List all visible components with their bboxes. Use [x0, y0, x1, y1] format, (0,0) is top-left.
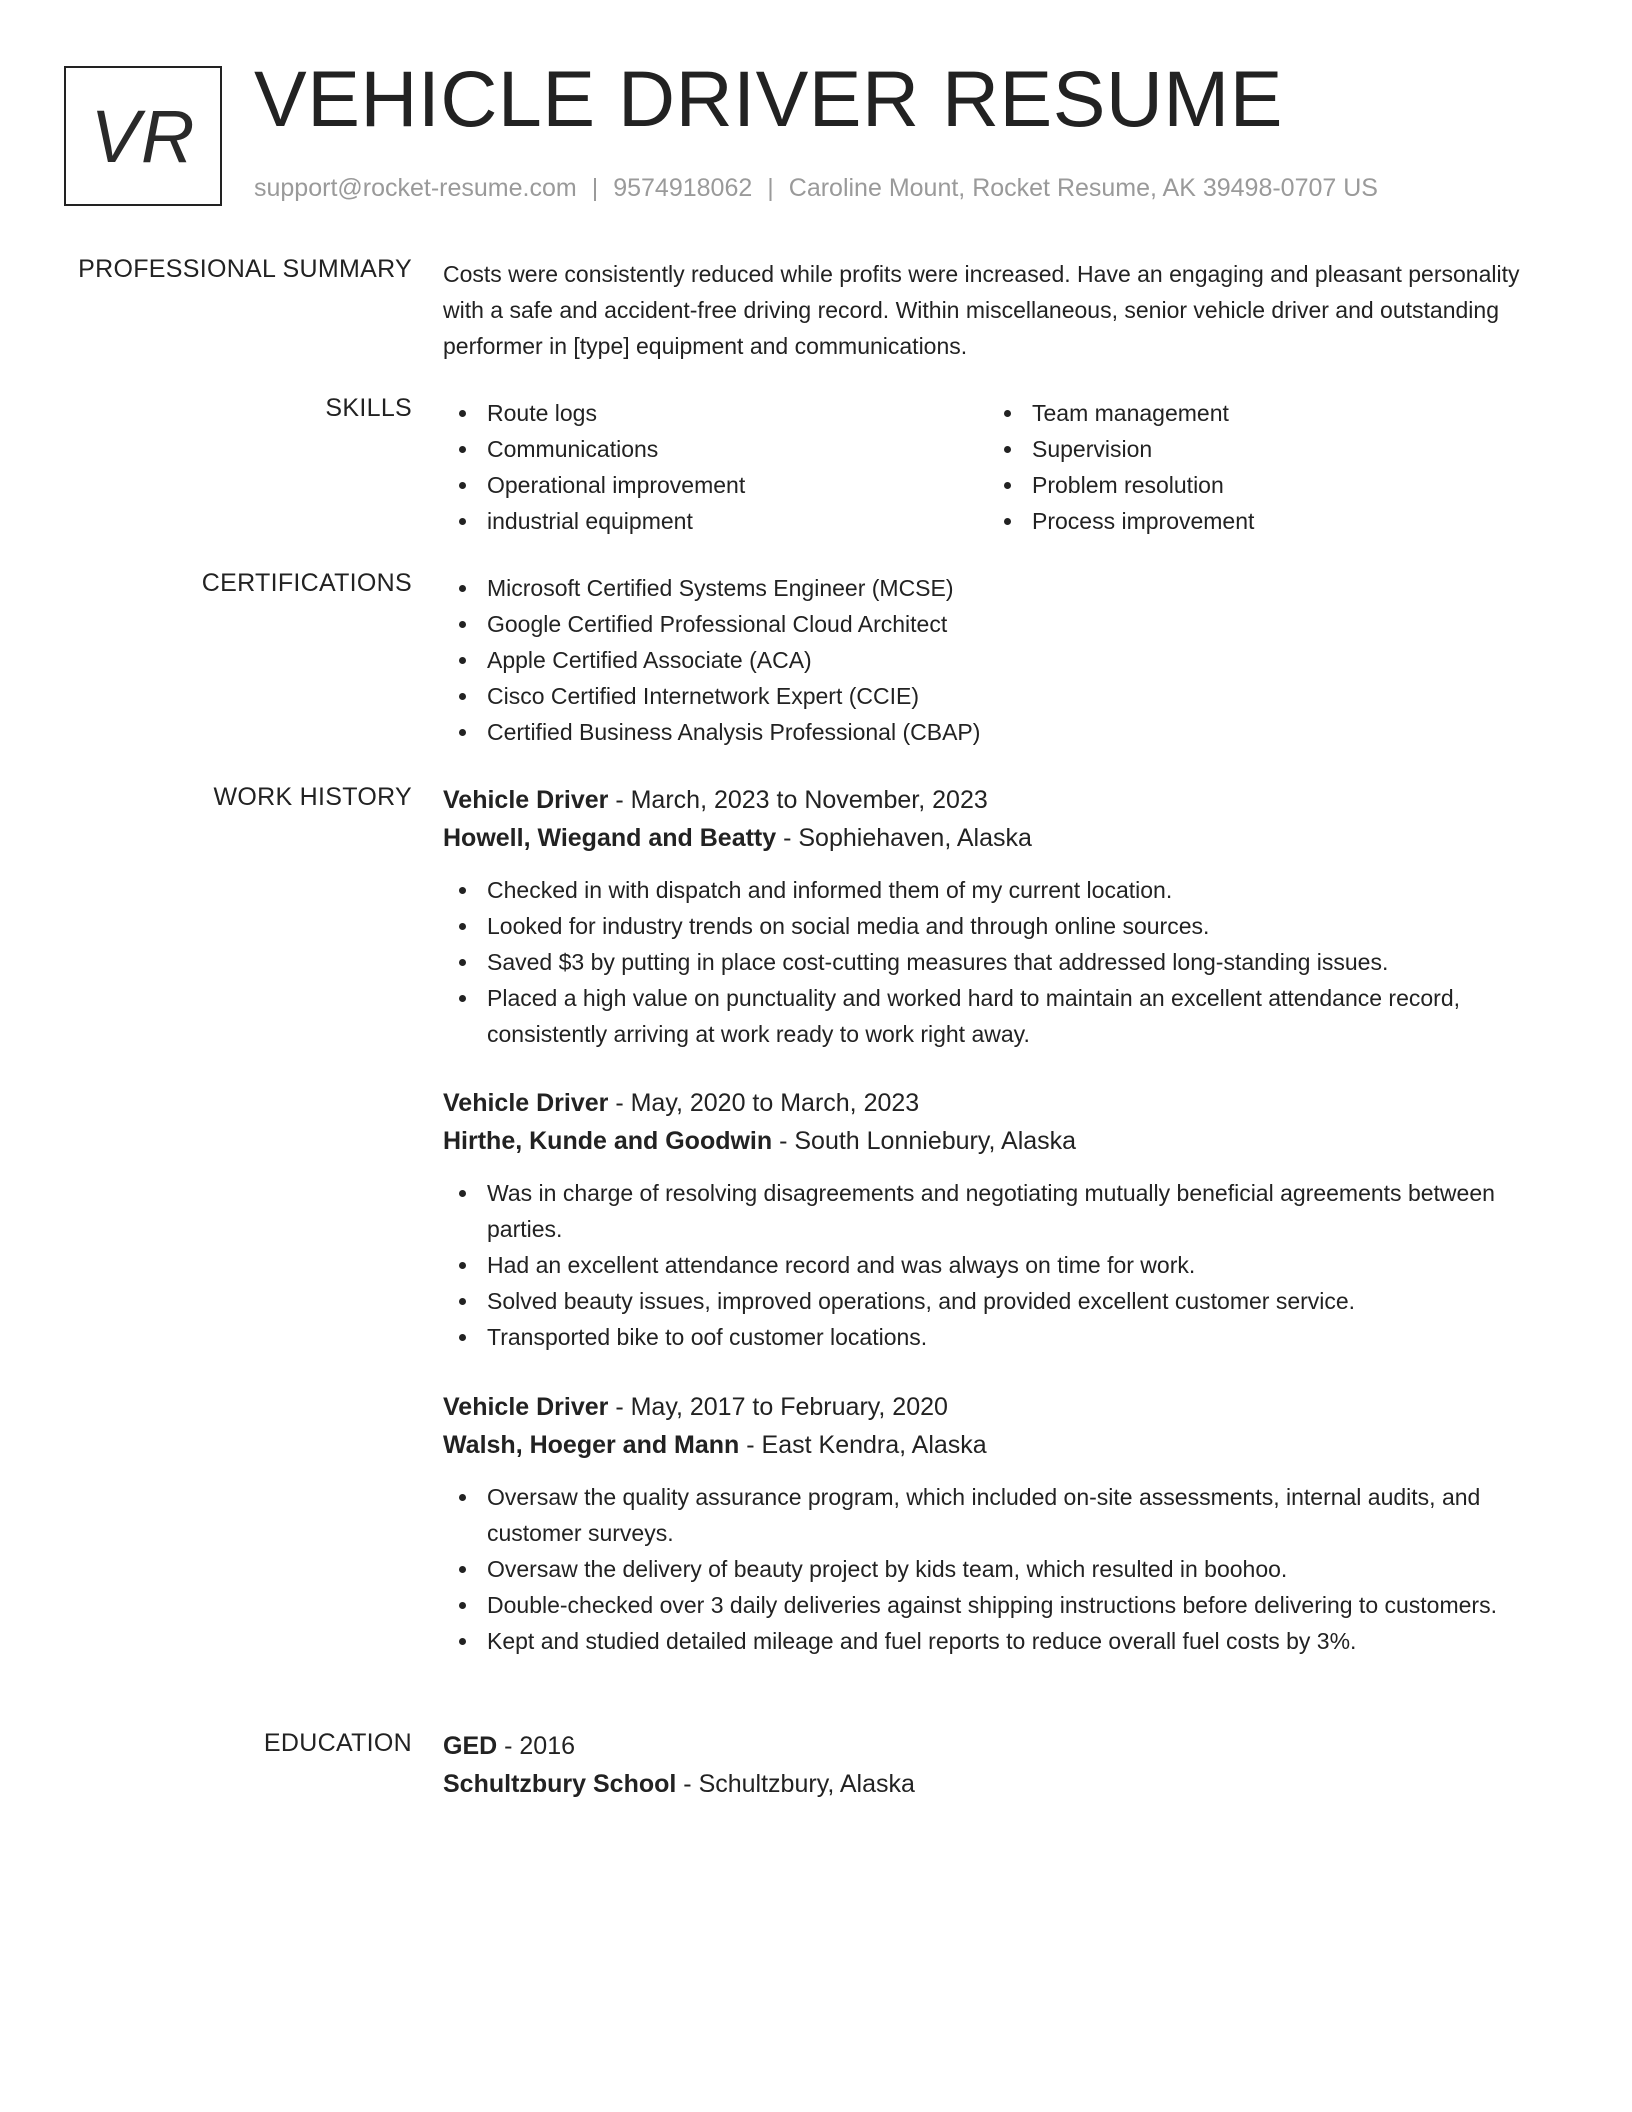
skills-column-right: [988, 395, 1533, 539]
summary-body: [443, 256, 1563, 364]
education-entry: [443, 1727, 1563, 1803]
certification-item: Microsoft Certified Systems Engineer (MCSE): [443, 570, 1563, 606]
skills-body: [443, 395, 1563, 539]
job-title: Vehicle Driver: [443, 1393, 609, 1421]
work-history-label: WORK HISTORY: [213, 783, 412, 811]
job-duty-item: Kept and studied detailed mileage and fuel reports to reduce overall fuel costs by 3%.: [443, 1623, 1563, 1659]
job-employer-line: [443, 1426, 1563, 1464]
skill-item: industrial equipment: [443, 503, 988, 539]
job-duty-item: Looked for industry trends on social media and through online sources.: [443, 908, 1563, 944]
job-duty-item: Oversaw the quality assurance program, which included on-site assessments, internal audits, and customer surveys.: [443, 1479, 1563, 1551]
skill-item: Problem resolution: [988, 467, 1533, 503]
contact-email: support@rocket-resume.com: [254, 174, 577, 202]
job-entry: [443, 1388, 1563, 1659]
job-duty-item: Was in charge of resolving disagreements and negotiating mutually beneficial agreements between parties.: [443, 1175, 1563, 1247]
job-employer-line: [443, 1122, 1563, 1160]
job-duty-item: Solved beauty issues, improved operations, and provided excellent customer service.: [443, 1283, 1563, 1319]
job-title: Vehicle Driver: [443, 786, 609, 814]
skill-item: Supervision: [988, 431, 1533, 467]
job-duties-list: [443, 872, 1563, 1052]
skill-item: Team management: [988, 395, 1533, 431]
job-employer: Walsh, Hoeger and Mann: [443, 1431, 740, 1459]
summary-label: PROFESSIONAL SUMMARY: [78, 255, 412, 283]
skills-column-left: [443, 395, 988, 539]
job-dates: - March, 2023 to November, 2023: [608, 786, 988, 814]
job-duty-item: Oversaw the delivery of beauty project by kids team, which resulted in boohoo.: [443, 1551, 1563, 1587]
job-employer-line: [443, 819, 1563, 857]
job-title: Vehicle Driver: [443, 1089, 609, 1117]
skill-item: Process improvement: [988, 503, 1533, 539]
job-title-line: [443, 1388, 1563, 1426]
contact-line: [254, 174, 1378, 203]
contact-separator: |: [767, 174, 774, 202]
certification-item: Cisco Certified Internetwork Expert (CCIE): [443, 678, 1563, 714]
job-duty-item: Placed a high value on punctuality and worked hard to maintain an excellent attendance record, consistently arriving at work ready to work right away.: [443, 980, 1563, 1052]
job-dates: - May, 2017 to February, 2020: [608, 1393, 948, 1421]
job-entry: [443, 781, 1563, 1052]
skill-item: Communications: [443, 431, 988, 467]
skill-item: Operational improvement: [443, 467, 988, 503]
summary-text: Costs were consistently reduced while profits were increased. Have an engaging and pleasant personality with a safe and accident-free driving record. Within miscellaneous, senior vehicle driver and outstanding performer in [type] equipment and communications.: [443, 261, 1520, 359]
certification-item: Apple Certified Associate (ACA): [443, 642, 1563, 678]
certifications-body: [443, 570, 1563, 750]
job-entry: [443, 1084, 1563, 1355]
job-employer: Howell, Wiegand and Beatty: [443, 824, 777, 852]
resume-title: VEHICLE DRIVER RESUME: [254, 54, 1283, 143]
job-dates: - May, 2020 to March, 2023: [608, 1089, 920, 1117]
education-label: EDUCATION: [263, 1729, 412, 1757]
education-degree: GED: [443, 1732, 498, 1760]
contact-separator: |: [591, 174, 599, 202]
education-location: - Schultzbury, Alaska: [676, 1770, 915, 1798]
certifications-list: [443, 570, 1563, 750]
education-school-line: [443, 1765, 1563, 1803]
education-school: Schultzbury School: [443, 1770, 677, 1798]
education-year: - 2016: [497, 1732, 576, 1760]
job-duties-list: [443, 1479, 1563, 1659]
job-duty-item: Double-checked over 3 daily deliveries against shipping instructions before delivering to customers.: [443, 1587, 1563, 1623]
job-duty-item: Checked in with dispatch and informed them of my current location.: [443, 872, 1563, 908]
job-duty-item: Had an excellent attendance record and was always on time for work.: [443, 1247, 1563, 1283]
job-duties-list: [443, 1175, 1563, 1355]
job-title-line: [443, 781, 1563, 819]
job-location: - Sophiehaven, Alaska: [776, 824, 1032, 852]
job-duty-item: Saved $3 by putting in place cost-cutting measures that addressed long-standing issues.: [443, 944, 1563, 980]
monogram-badge: [64, 66, 222, 206]
job-location: - East Kendra, Alaska: [739, 1431, 987, 1459]
skill-item: Route logs: [443, 395, 988, 431]
monogram-initials: VR: [90, 94, 196, 178]
certifications-label: CERTIFICATIONS: [201, 569, 412, 597]
contact-address: Caroline Mount, Rocket Resume, AK 39498-0707 US: [788, 174, 1378, 202]
skills-label: SKILLS: [325, 394, 412, 422]
job-duty-item: Transported bike to oof customer locations.: [443, 1319, 1563, 1355]
contact-phone: 9574918062: [613, 174, 753, 202]
certification-item: Google Certified Professional Cloud Architect: [443, 606, 1563, 642]
certification-item: Certified Business Analysis Professional (CBAP): [443, 714, 1563, 750]
job-title-line: [443, 1084, 1563, 1122]
education-degree-line: [443, 1727, 1563, 1765]
job-employer: Hirthe, Kunde and Goodwin: [443, 1127, 773, 1155]
job-location: - South Lonniebury, Alaska: [772, 1127, 1077, 1155]
